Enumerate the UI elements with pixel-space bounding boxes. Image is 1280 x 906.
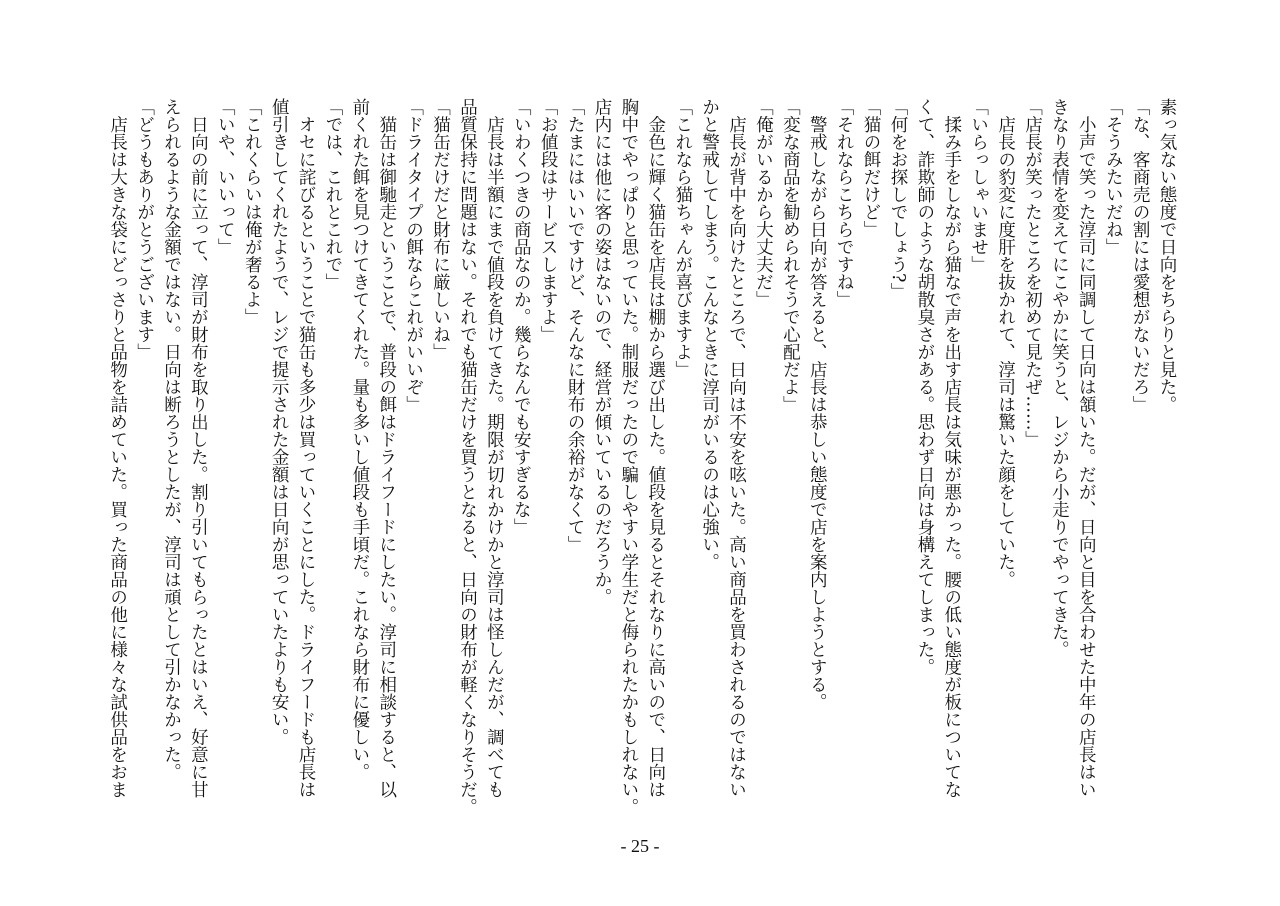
text-line: 「俺がいるから大丈夫だ」 (753, 98, 774, 308)
text-line: 素っ気ない態度で日向をちらりと見た。 (1157, 98, 1177, 413)
text-line: 「これくらいは俺が奢るよ」 (242, 98, 263, 326)
text-line: くて、詐欺師のような胡散臭さがある。思わず日向は身構えてしまった。 (914, 98, 935, 676)
text-line: 「いや、いいって」 (215, 98, 236, 256)
text-line: きなり表情を変えてにこやかに笑うと、レジから小走りでやってきた。 (1049, 98, 1070, 658)
text-line: 「な、客商売の割には愛想がないだろ」 (1130, 98, 1151, 413)
text-line: 胸中でやっぱりと思っていた。制服だったので騙しやすい学生だと侮られたかもしれない。 (618, 98, 639, 816)
text-line: 金色に輝く猫缶を店長は棚から選び出した。値段を見るとそれなりに高いので、日向は (645, 98, 666, 798)
text-line: 「猫缶だけだと財布に厳しいね」 (430, 98, 451, 361)
text-line: 「では、これとこれで」 (322, 98, 343, 291)
text-line: 「お値段はサービスしますよ」 (538, 98, 559, 343)
text-line: 小声で笑った淳司に同調して日向は頷いた。だが、日向と目を合わせた中年の店長はい (1076, 98, 1097, 798)
text-line: 店長の豹変に度肝を抜かれて、淳司は驚いた顔をしていた。 (995, 98, 1016, 588)
text-line: 「たまにはいいですけど、そんなに財布の余裕がなくて」 (565, 98, 586, 553)
text-line: えられるような金額ではない。日向は断ろうとしたが、淳司は頑として引かなかった。 (161, 98, 182, 781)
text-line: 猫缶は御馳走ということで、普段の餌はドライフードにしたい。淳司に相談すると、以 (376, 98, 397, 798)
vertical-body-text (100, 98, 1180, 816)
text-line: 店長は大きな袋にどっさりと品物を詰めていた。買った商品の他に様々な試供品をおま (107, 98, 128, 798)
text-line: 値引きしてくれたようで、レジで提示された金額は日向が思っていたよりも安い。 (269, 98, 290, 746)
text-line: 警戒しながら日向が答えると、店長は恭しい態度で店を案内しようとする。 (807, 98, 828, 711)
text-line: 「ドライタイプの餌ならこれがいいぞ」 (403, 98, 424, 413)
text-line: 「それならこちらですね」 (834, 98, 855, 308)
text-line: 揉み手をしながら猫なで声を出す店長は気味が悪かった。腰の低い態度が板についてな (941, 98, 962, 798)
text-line: 「そうみたいだね」 (1103, 98, 1124, 256)
page-number: - 25 - (620, 836, 660, 856)
text-line: 「いわくつきの商品なのか。幾らなんでも安すぎるな」 (511, 98, 532, 536)
text-line: 前くれた餌を見つけてきてくれた。量も多いし値段も手頃だ。これなら財布に優しい。 (349, 98, 370, 781)
text-line: 店長は半額にまで値段を負けてきた。期限が切れかけかと淳司は怪しんだが、調べても (484, 98, 505, 798)
text-line: 「店長が笑ったところを初めて見たぜ……」 (1022, 98, 1043, 448)
text-line: 「何をお探しでしょう?」 (887, 98, 908, 300)
text-line: 「猫の餌だけど」 (861, 98, 882, 238)
text-line: 「変な商品を勧められそうで心配だよ」 (780, 98, 801, 413)
text-line: かと警戒してしまう。こんなときに淳司がいるのは心強い。 (699, 98, 720, 571)
text-line: 「どうもありがとうございます」 (134, 98, 155, 361)
text-line: 「これなら猫ちゃんが喜びますよ」 (672, 98, 693, 378)
text-line: 店長が背中を向けたところで、日向は不安を呟いた。高い商品を買わされるのではない (726, 98, 747, 798)
text-line: 品質保持に問題はない。それでも猫缶だけを買うとなると、日向の財布が軽くなりそうだ。 (457, 98, 478, 816)
text-line: オセに詫びるということで猫缶も多少は買っていくことにした。ドライフードも店長は (296, 98, 316, 798)
text-line: 「いらっしゃいませ」 (968, 98, 989, 273)
text-line: 日向の前に立って、淳司が財布を取り出した。割り引いてもらったとはいえ、好意に甘 (188, 98, 209, 798)
text-line: 店内には他に客の姿はないので、経営が傾いているのだろうか。 (591, 98, 612, 606)
